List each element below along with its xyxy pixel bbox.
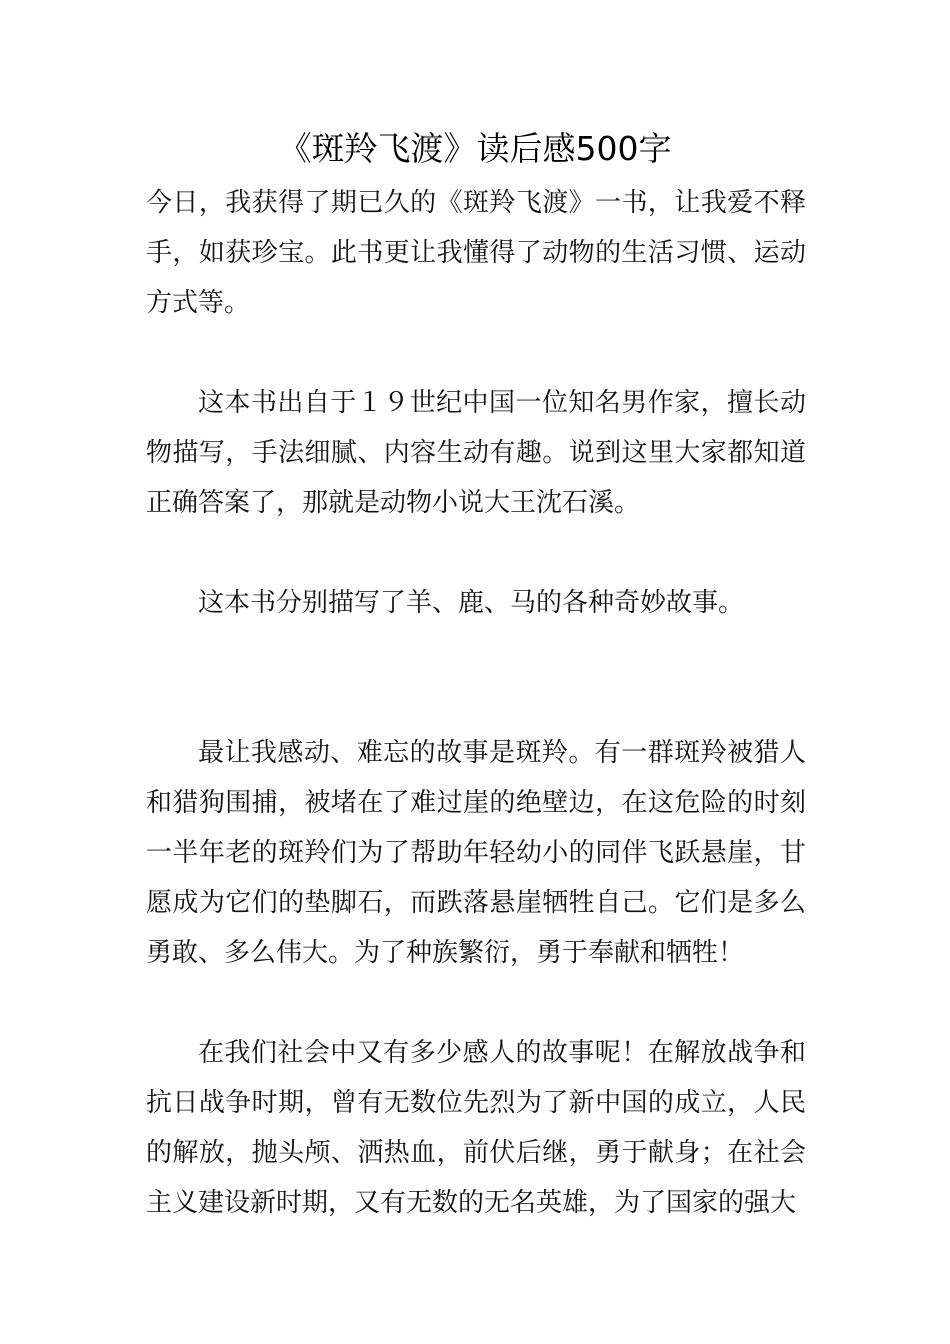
paragraph-2: 这本书出自于１９世纪中国一位知名男作家，擅长动物描写，手法细腻、内容生动有趣。说到这里大家都知道正确答案了，那就是动物小说大王沈石溪。 <box>146 388 806 518</box>
paragraph-1: 今日，我获得了期已久的《斑羚飞渡》一书，让我爱不释手，如获珍宝。此书更让我懂得了动物的生活习惯、运动方式等。 <box>146 188 806 318</box>
document-title: 《斑羚飞渡》读后感500字 <box>278 129 672 168</box>
paragraph-spacer <box>146 328 806 378</box>
document-body <box>146 178 806 1228</box>
paragraph-spacer <box>146 528 806 578</box>
paragraph-spacer <box>146 628 806 728</box>
paragraph-4: 最让我感动、难忘的故事是斑羚。有一群斑羚被猎人和猎狗围捕，被堵在了难过崖的绝壁边，在这危险的时刻一半年老的斑羚们为了帮助年轻幼小的同伴飞跃悬崖，甘愿成为它们的垫脚石，而跌落悬崖牺牲自己。它们是多么勇敢、多么伟大。为了种族繁衍，勇于奉献和牺牲！ <box>146 738 806 968</box>
paragraph-3: 这本书分别描写了羊、鹿、马的各种奇妙故事。 <box>198 588 745 618</box>
paragraph-spacer <box>146 978 806 1028</box>
paragraph-5: 在我们社会中又有多少感人的故事呢！在解放战争和抗日战争时期，曾有无数位先烈为了新中国的成立，人民的解放，抛头颅、洒热血，前伏后继，勇于献身；在社会主义建设新时期，又有无数的无名英雄，为了国家的强大 <box>146 1038 806 1218</box>
